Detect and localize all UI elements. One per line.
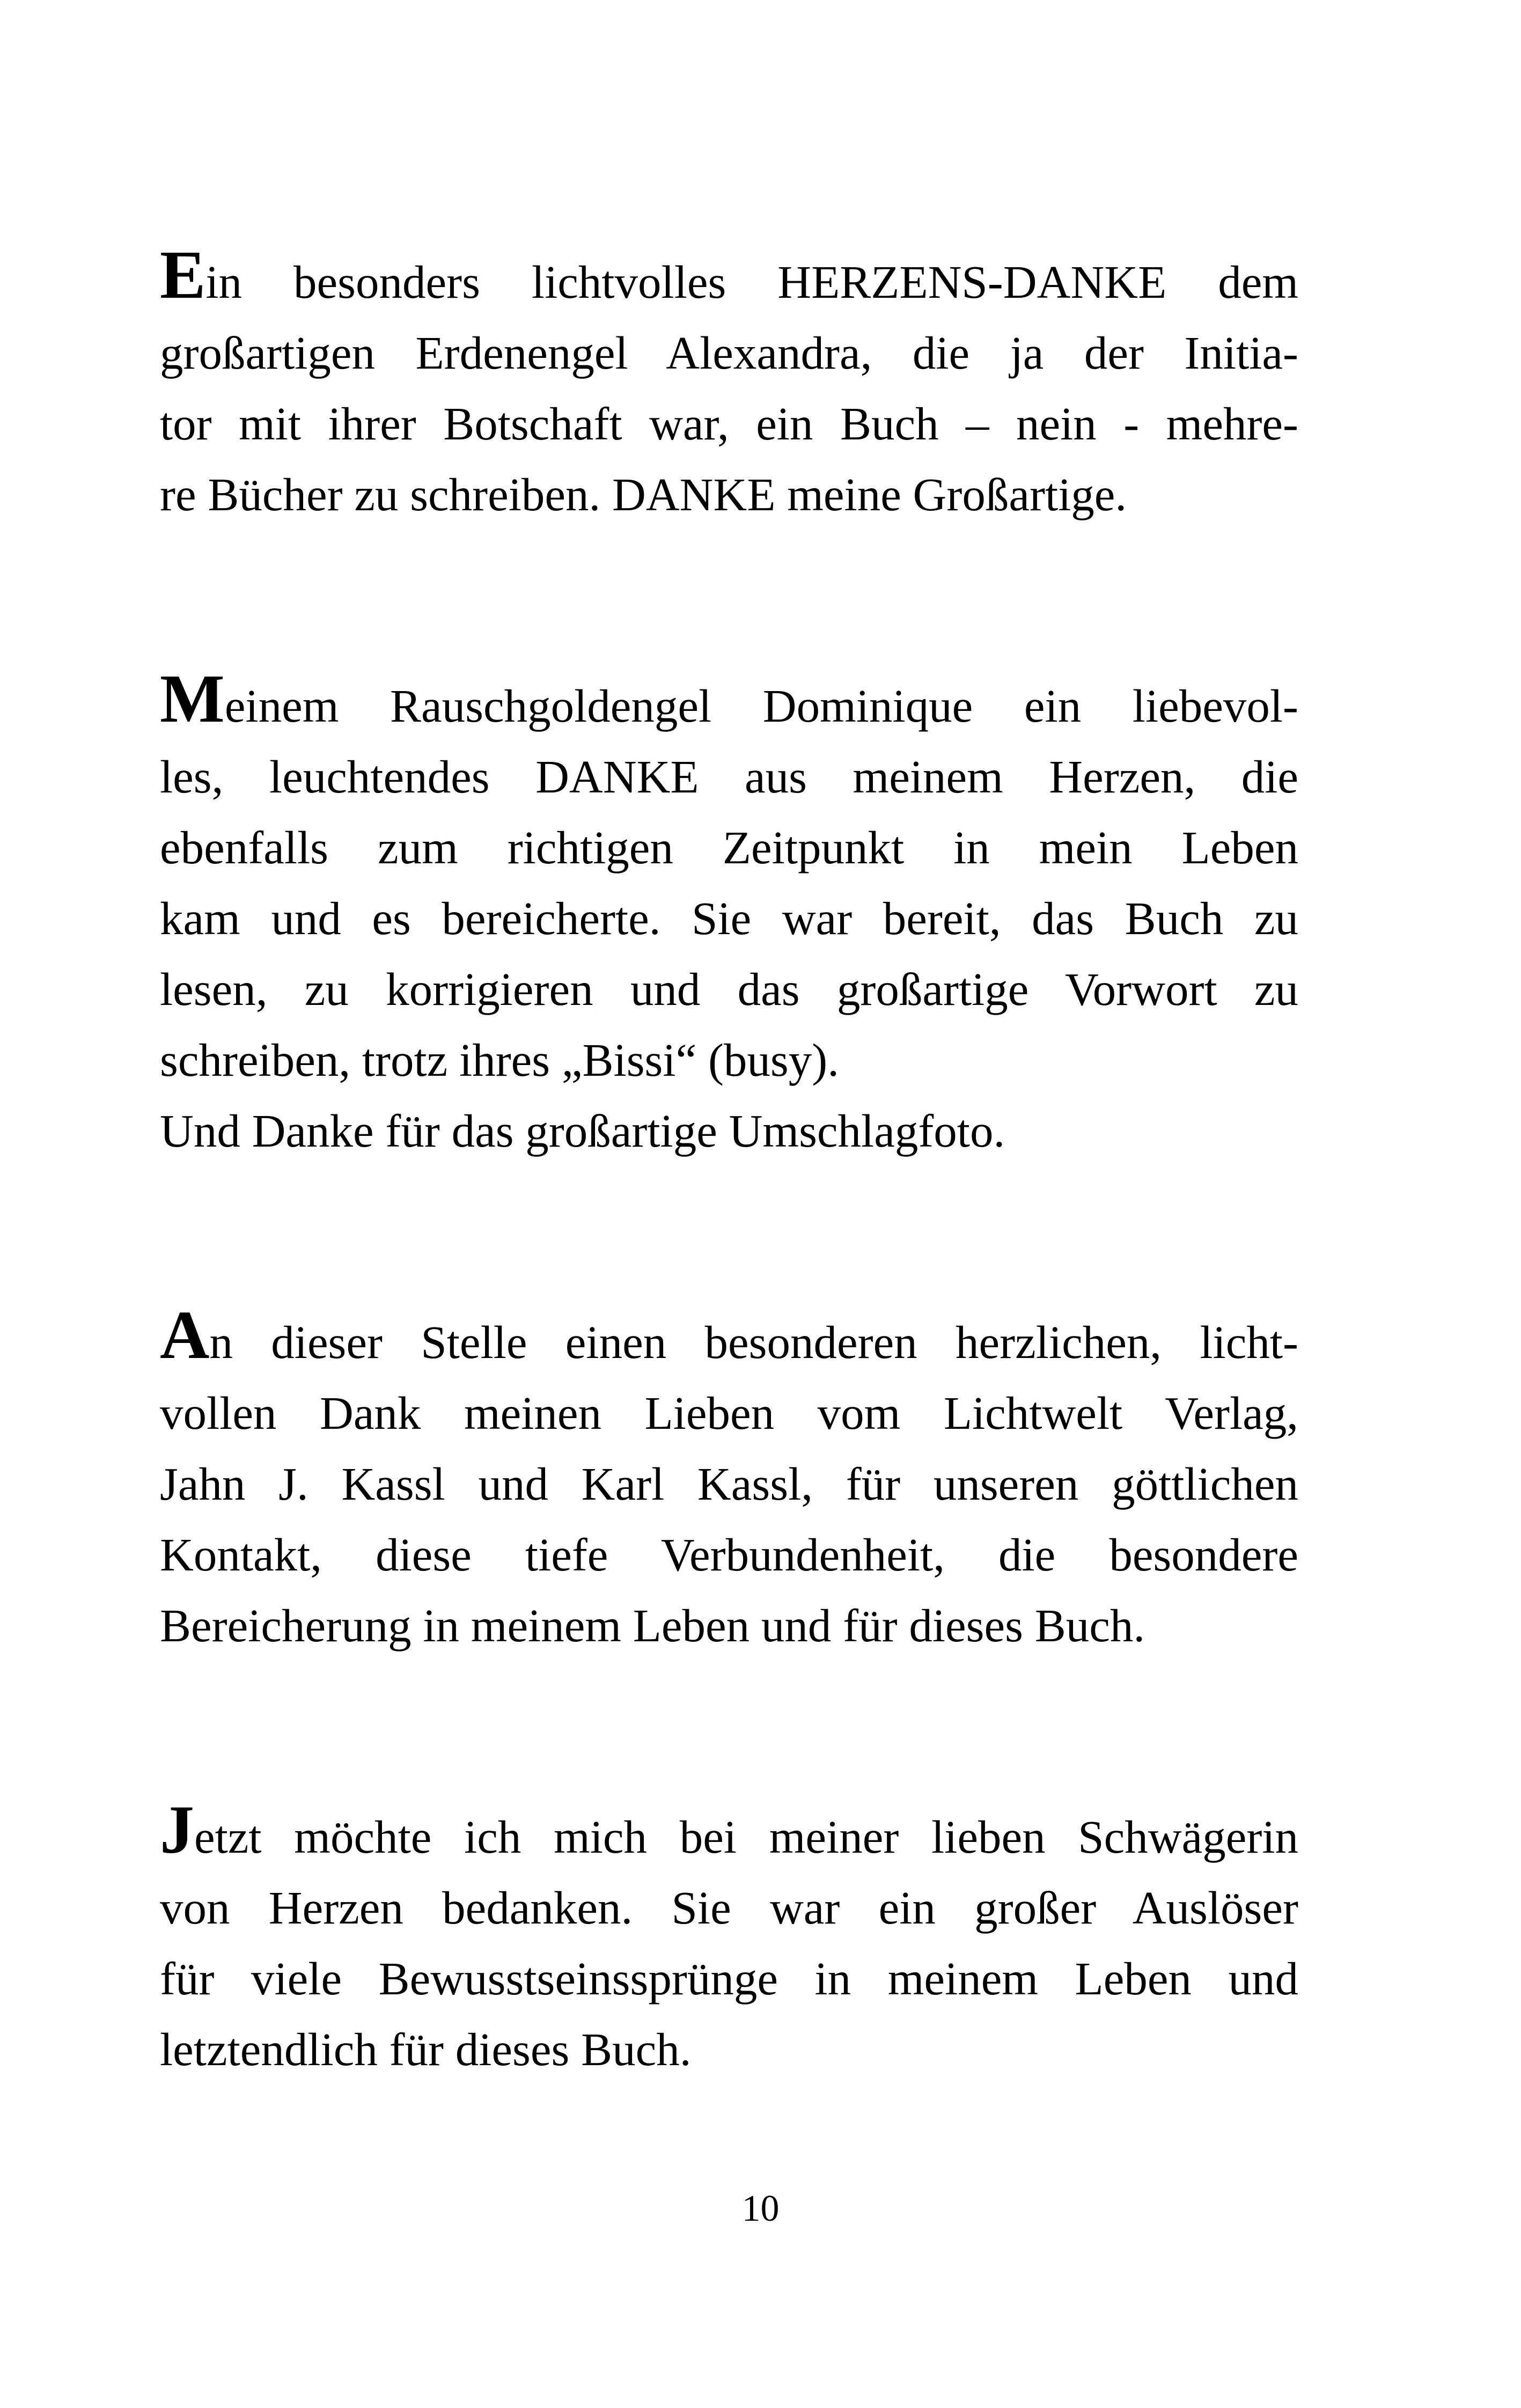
text-line <box>160 237 1298 318</box>
drop-cap: A <box>160 1297 210 1373</box>
text-line <box>160 1297 1298 1378</box>
text-line: für viele Bewusstseinssprünge in meinem Leben und <box>160 1952 1298 2005</box>
line-text: etzt möchte ich mich bei meiner lieben Schwägerin <box>194 1811 1298 1863</box>
text-line <box>160 1792 1298 1873</box>
drop-cap: M <box>160 660 225 737</box>
text-line: Kontakt, diese tiefe Verbundenheit, die besondere <box>160 1529 1298 1581</box>
text-line: Bereicherung in meinem Leben und für dieses Buch. <box>160 1599 1145 1651</box>
paragraph-lichtwelt-verlag <box>160 1297 1298 1661</box>
page-number: 10 <box>741 2188 780 2229</box>
paragraph-alexandra <box>160 237 1298 530</box>
text-line: großartigen Erdenengel Alexandra, die ja der Initia- <box>160 327 1298 379</box>
line-text: n dieser Stelle einen besonderen herzlichen, licht- <box>209 1316 1298 1368</box>
drop-cap: J <box>160 1792 194 1868</box>
text-line: letztendlich für dieses Buch. <box>160 2023 692 2075</box>
text-line: kam und es bereicherte. Sie war bereit, das Buch zu <box>160 892 1298 944</box>
text-line <box>160 660 1298 742</box>
drop-cap: E <box>160 237 206 313</box>
text-line: lesen, zu korrigieren und das großartige Vorwort zu <box>160 963 1298 1015</box>
text-line: Jahn J. Kassl und Karl Kassl, für unseren göttlichen <box>160 1458 1298 1510</box>
text-line: schreiben, trotz ihres „Bissi“ (busy). <box>160 1034 840 1086</box>
text-line: Und Danke für das großartige Umschlagfoto. <box>160 1105 1005 1157</box>
text-line: vollen Dank meinen Lieben vom Lichtwelt Verlag, <box>160 1387 1298 1439</box>
text-line: les, leuchtendes DANKE aus meinem Herzen, die <box>160 751 1298 803</box>
text-line: re Bücher zu schreiben. DANKE meine Großartige. <box>160 468 1127 520</box>
paragraph-dominique <box>160 660 1298 1166</box>
text-line: von Herzen bedanken. Sie war ein großer Auslöser <box>160 1882 1298 1934</box>
text-line: tor mit ihrer Botschaft war, ein Buch – nein - mehre- <box>160 398 1298 450</box>
text-line: ebenfalls zum richtigen Zeitpunkt in mein Leben <box>160 821 1298 873</box>
paragraph-schwaegerin <box>160 1792 1298 2085</box>
line-text: einem Rauschgoldengel Dominique ein liebevol- <box>224 680 1298 732</box>
line-text: in besonders lichtvolles HERZENS-DANKE dem <box>205 256 1298 308</box>
